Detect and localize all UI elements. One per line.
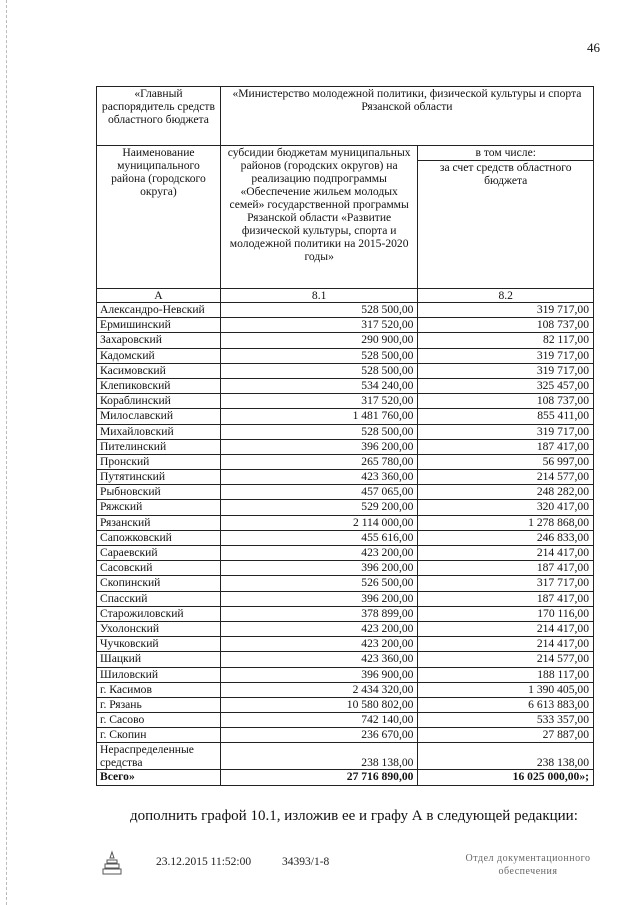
row-name: Шиловский bbox=[97, 667, 221, 682]
row-regional: 56 997,00 bbox=[418, 454, 594, 469]
row-name: Шацкий bbox=[97, 652, 221, 667]
row-regional: 855 411,00 bbox=[418, 409, 594, 424]
table-row bbox=[97, 515, 594, 530]
row-name: Кораблинский bbox=[97, 394, 221, 409]
row-subsidy: 317 520,00 bbox=[220, 318, 418, 333]
table-row bbox=[97, 591, 594, 606]
row-regional: 319 717,00 bbox=[418, 363, 594, 378]
row-regional: 82 117,00 bbox=[418, 333, 594, 348]
row-regional: 214 577,00 bbox=[418, 470, 594, 485]
row-regional: 214 417,00 bbox=[418, 546, 594, 561]
row-name: Рязанский bbox=[97, 515, 221, 530]
row-subsidy: 1 481 760,00 bbox=[220, 409, 418, 424]
undistributed-subsidy: 238 138,00 bbox=[220, 743, 418, 770]
table-row bbox=[97, 621, 594, 636]
row-regional: 187 417,00 bbox=[418, 561, 594, 576]
row-subsidy: 457 065,00 bbox=[220, 485, 418, 500]
row-subsidy: 455 616,00 bbox=[220, 530, 418, 545]
row-subsidy: 423 200,00 bbox=[220, 621, 418, 636]
row-subsidy: 528 500,00 bbox=[220, 424, 418, 439]
table-row bbox=[97, 303, 594, 318]
registry-emblem-icon bbox=[100, 850, 124, 878]
table-row bbox=[97, 348, 594, 363]
table-row bbox=[97, 485, 594, 500]
table-row bbox=[97, 561, 594, 576]
table-row bbox=[97, 728, 594, 743]
row-subsidy: 529 200,00 bbox=[220, 500, 418, 515]
row-name: Скопинский bbox=[97, 576, 221, 591]
row-regional: 1 390 405,00 bbox=[418, 682, 594, 697]
table-row bbox=[97, 652, 594, 667]
undistributed-row bbox=[97, 743, 594, 770]
row-regional: 214 577,00 bbox=[418, 652, 594, 667]
col-including-header: в том числе: bbox=[418, 146, 594, 161]
total-label: Всего» bbox=[97, 770, 221, 785]
department-line2: обеспечения bbox=[498, 866, 558, 877]
row-name: Спасский bbox=[97, 591, 221, 606]
row-regional: 170 116,00 bbox=[418, 606, 594, 621]
row-subsidy: 396 200,00 bbox=[220, 561, 418, 576]
row-name: г. Сасово bbox=[97, 713, 221, 728]
row-subsidy: 378 899,00 bbox=[220, 606, 418, 621]
row-subsidy: 528 500,00 bbox=[220, 303, 418, 318]
row-regional: 188 117,00 bbox=[418, 667, 594, 682]
row-name: Захаровский bbox=[97, 333, 221, 348]
table-row bbox=[97, 546, 594, 561]
total-row bbox=[97, 770, 594, 785]
row-regional: 325 457,00 bbox=[418, 378, 594, 393]
table-row bbox=[97, 530, 594, 545]
table-row bbox=[97, 439, 594, 454]
table-row bbox=[97, 333, 594, 348]
table-row bbox=[97, 363, 594, 378]
col-subsidy-header: субсидии бюджетам муниципальных районов (городских округов) на реализацию подпрограммы «Обеспечение жильем молодых семей» государственной программы Рязанской области «Развитие физической культуры, спорта и молодежной политики на 2015-2020 годы» bbox=[220, 146, 418, 289]
table-row bbox=[97, 682, 594, 697]
row-subsidy: 265 780,00 bbox=[220, 454, 418, 469]
row-name: Сасовский bbox=[97, 561, 221, 576]
row-subsidy: 742 140,00 bbox=[220, 713, 418, 728]
undistributed-label-line1: Нераспределенные bbox=[100, 743, 194, 757]
table-row bbox=[97, 318, 594, 333]
row-regional: 108 737,00 bbox=[418, 318, 594, 333]
row-regional: 248 282,00 bbox=[418, 485, 594, 500]
department-line1: Отдел документационного bbox=[465, 853, 591, 864]
row-regional: 187 417,00 bbox=[418, 439, 594, 454]
row-name: Сапожковский bbox=[97, 530, 221, 545]
stamp-datetime: 23.12.2015 11:52:00 bbox=[156, 856, 252, 868]
row-subsidy: 236 670,00 bbox=[220, 728, 418, 743]
row-regional: 320 417,00 bbox=[418, 500, 594, 515]
code-a: А bbox=[97, 289, 221, 303]
table-row bbox=[97, 637, 594, 652]
columns-header-row bbox=[97, 146, 594, 161]
row-name: г. Касимов bbox=[97, 682, 221, 697]
scan-edge bbox=[6, 0, 8, 905]
row-regional: 214 417,00 bbox=[418, 637, 594, 652]
row-subsidy: 534 240,00 bbox=[220, 378, 418, 393]
row-regional: 533 357,00 bbox=[418, 713, 594, 728]
row-subsidy: 526 500,00 bbox=[220, 576, 418, 591]
row-regional: 108 737,00 bbox=[418, 394, 594, 409]
col-name-header: Наименование муниципального района (городского округа) bbox=[97, 146, 221, 289]
row-name: Пителинский bbox=[97, 439, 221, 454]
chief-label: «Главный распорядитель средств областного бюджета bbox=[97, 87, 221, 146]
row-subsidy: 423 200,00 bbox=[220, 546, 418, 561]
row-regional: 27 887,00 bbox=[418, 728, 594, 743]
row-subsidy: 317 520,00 bbox=[220, 394, 418, 409]
amendment-instruction: дополнить графой 10.1, изложив ее и графу А в следующей редакции: bbox=[130, 808, 578, 824]
col-regional-header: за счет средств областного бюджета bbox=[418, 161, 594, 289]
table-row bbox=[97, 500, 594, 515]
row-regional: 1 278 868,00 bbox=[418, 515, 594, 530]
chief-row bbox=[97, 87, 594, 146]
undistributed-regional: 238 138,00 bbox=[418, 743, 594, 770]
row-regional: 246 833,00 bbox=[418, 530, 594, 545]
row-name: Сараевский bbox=[97, 546, 221, 561]
total-subsidy: 27 716 890,00 bbox=[220, 770, 418, 785]
row-name: Ухолонский bbox=[97, 621, 221, 636]
total-regional: 16 025 000,00»; bbox=[418, 770, 594, 785]
table-row bbox=[97, 470, 594, 485]
row-regional: 319 717,00 bbox=[418, 348, 594, 363]
row-name: Чучковский bbox=[97, 637, 221, 652]
row-subsidy: 528 500,00 bbox=[220, 348, 418, 363]
undistributed-label-line2: средства bbox=[100, 756, 143, 770]
row-name: г. Рязань bbox=[97, 697, 221, 712]
table-row bbox=[97, 576, 594, 591]
row-subsidy: 528 500,00 bbox=[220, 363, 418, 378]
row-regional: 317 717,00 bbox=[418, 576, 594, 591]
budget-table bbox=[96, 86, 594, 786]
table-row bbox=[97, 667, 594, 682]
row-name: Путятинский bbox=[97, 470, 221, 485]
table-row bbox=[97, 378, 594, 393]
row-name: г. Скопин bbox=[97, 728, 221, 743]
row-name: Старожиловский bbox=[97, 606, 221, 621]
table-row bbox=[97, 606, 594, 621]
table-row bbox=[97, 394, 594, 409]
table-row bbox=[97, 713, 594, 728]
table-row bbox=[97, 424, 594, 439]
row-name: Милославский bbox=[97, 409, 221, 424]
row-subsidy: 10 580 802,00 bbox=[220, 697, 418, 712]
undistributed-label bbox=[97, 743, 221, 770]
row-name: Александро-Невский bbox=[97, 303, 221, 318]
row-name: Кадомский bbox=[97, 348, 221, 363]
row-subsidy: 396 200,00 bbox=[220, 591, 418, 606]
stamp-number: 34393/1-8 bbox=[282, 856, 330, 868]
row-name: Рыбновский bbox=[97, 485, 221, 500]
code-8-1: 8.1 bbox=[220, 289, 418, 303]
table-row bbox=[97, 697, 594, 712]
row-name: Касимовский bbox=[97, 363, 221, 378]
row-name: Клепиковский bbox=[97, 378, 221, 393]
row-subsidy: 423 200,00 bbox=[220, 637, 418, 652]
page-number: 46 bbox=[587, 40, 600, 55]
row-subsidy: 2 114 000,00 bbox=[220, 515, 418, 530]
row-subsidy: 396 900,00 bbox=[220, 667, 418, 682]
row-regional: 319 717,00 bbox=[418, 424, 594, 439]
row-subsidy: 423 360,00 bbox=[220, 470, 418, 485]
department-stamp bbox=[448, 852, 608, 878]
row-name: Ермишинский bbox=[97, 318, 221, 333]
row-name: Михайловский bbox=[97, 424, 221, 439]
row-regional: 214 417,00 bbox=[418, 621, 594, 636]
table-row bbox=[97, 454, 594, 469]
column-codes-row bbox=[97, 289, 594, 303]
row-name: Ряжский bbox=[97, 500, 221, 515]
row-regional: 6 613 883,00 bbox=[418, 697, 594, 712]
table-row bbox=[97, 409, 594, 424]
row-subsidy: 396 200,00 bbox=[220, 439, 418, 454]
row-regional: 187 417,00 bbox=[418, 591, 594, 606]
row-regional: 319 717,00 bbox=[418, 303, 594, 318]
row-name: Пронский bbox=[97, 454, 221, 469]
row-subsidy: 2 434 320,00 bbox=[220, 682, 418, 697]
row-subsidy: 290 900,00 bbox=[220, 333, 418, 348]
code-8-2: 8.2 bbox=[418, 289, 594, 303]
row-subsidy: 423 360,00 bbox=[220, 652, 418, 667]
chief-value: «Министерство молодежной политики, физической культуры и спорта Рязанской области bbox=[220, 87, 593, 146]
